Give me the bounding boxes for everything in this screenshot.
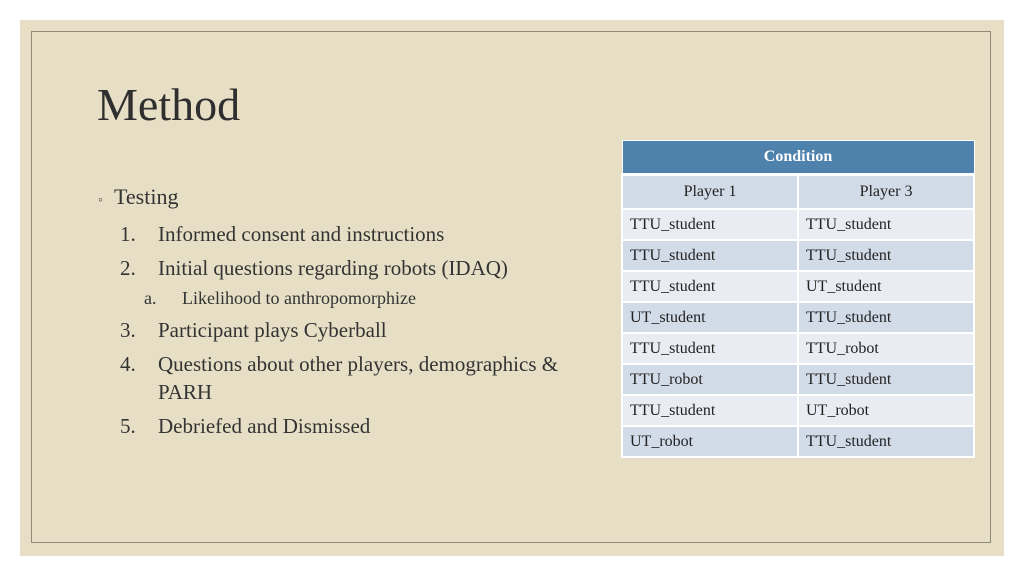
- table-row: [622, 395, 974, 426]
- table-cell: UT_student: [622, 302, 798, 333]
- table-cell: TTU_robot: [622, 364, 798, 395]
- slide-title: Method: [97, 79, 241, 130]
- list-item: [98, 254, 598, 282]
- item-number: 3.: [120, 318, 136, 342]
- table-row: [622, 271, 974, 302]
- item-text: Questions about other players, demographics & PARH: [158, 352, 559, 404]
- item-number: 2.: [120, 256, 136, 280]
- table-cell: TTU_student: [798, 364, 974, 395]
- table-cell: TTU_student: [798, 209, 974, 240]
- bullet-testing: [98, 184, 598, 214]
- table-cell: UT_robot: [622, 426, 798, 457]
- table-cell: TTU_student: [622, 240, 798, 271]
- table-cell: TTU_student: [798, 240, 974, 271]
- table-cell: TTU_student: [622, 271, 798, 302]
- list-item: [98, 350, 598, 406]
- condition-header: Condition: [622, 141, 974, 175]
- table-cell: TTU_student: [798, 426, 974, 457]
- item-text: Participant plays Cyberball: [158, 318, 387, 342]
- table-cell: UT_student: [798, 271, 974, 302]
- item-number: 4.: [120, 352, 136, 376]
- item-text: Debriefed and Dismissed: [158, 414, 371, 438]
- table-row: [622, 240, 974, 271]
- table-cell: TTU_student: [622, 209, 798, 240]
- table-cell: TTU_student: [622, 333, 798, 364]
- table-row: [622, 333, 974, 364]
- table-row: [622, 426, 974, 457]
- method-list: [98, 184, 598, 440]
- column-header-player-1: Player 1: [622, 175, 798, 210]
- condition-table: [621, 140, 975, 458]
- list-item: [98, 412, 598, 440]
- item-text: Initial questions regarding robots (IDAQ): [158, 256, 508, 280]
- item-number: 1.: [120, 222, 136, 246]
- table-row: [622, 302, 974, 333]
- column-header-player-3: Player 3: [798, 175, 974, 210]
- slide: [20, 20, 1004, 556]
- list-item: [98, 220, 598, 248]
- list-item: [98, 316, 598, 344]
- table-cell: TTU_robot: [798, 333, 974, 364]
- item-text: Likelihood to anthropomorphize: [182, 288, 416, 308]
- sub-list-item: [98, 286, 598, 310]
- bullet-label: Testing: [114, 184, 179, 209]
- table-row: [622, 209, 974, 240]
- table-cell: UT_robot: [798, 395, 974, 426]
- table-cell: TTU_student: [798, 302, 974, 333]
- item-number: a.: [144, 288, 157, 308]
- item-text: Informed consent and instructions: [158, 222, 445, 246]
- table-row: [622, 364, 974, 395]
- item-number: 5.: [120, 414, 136, 438]
- table-cell: TTU_student: [622, 395, 798, 426]
- circle-bullet-icon: ◦: [98, 193, 103, 208]
